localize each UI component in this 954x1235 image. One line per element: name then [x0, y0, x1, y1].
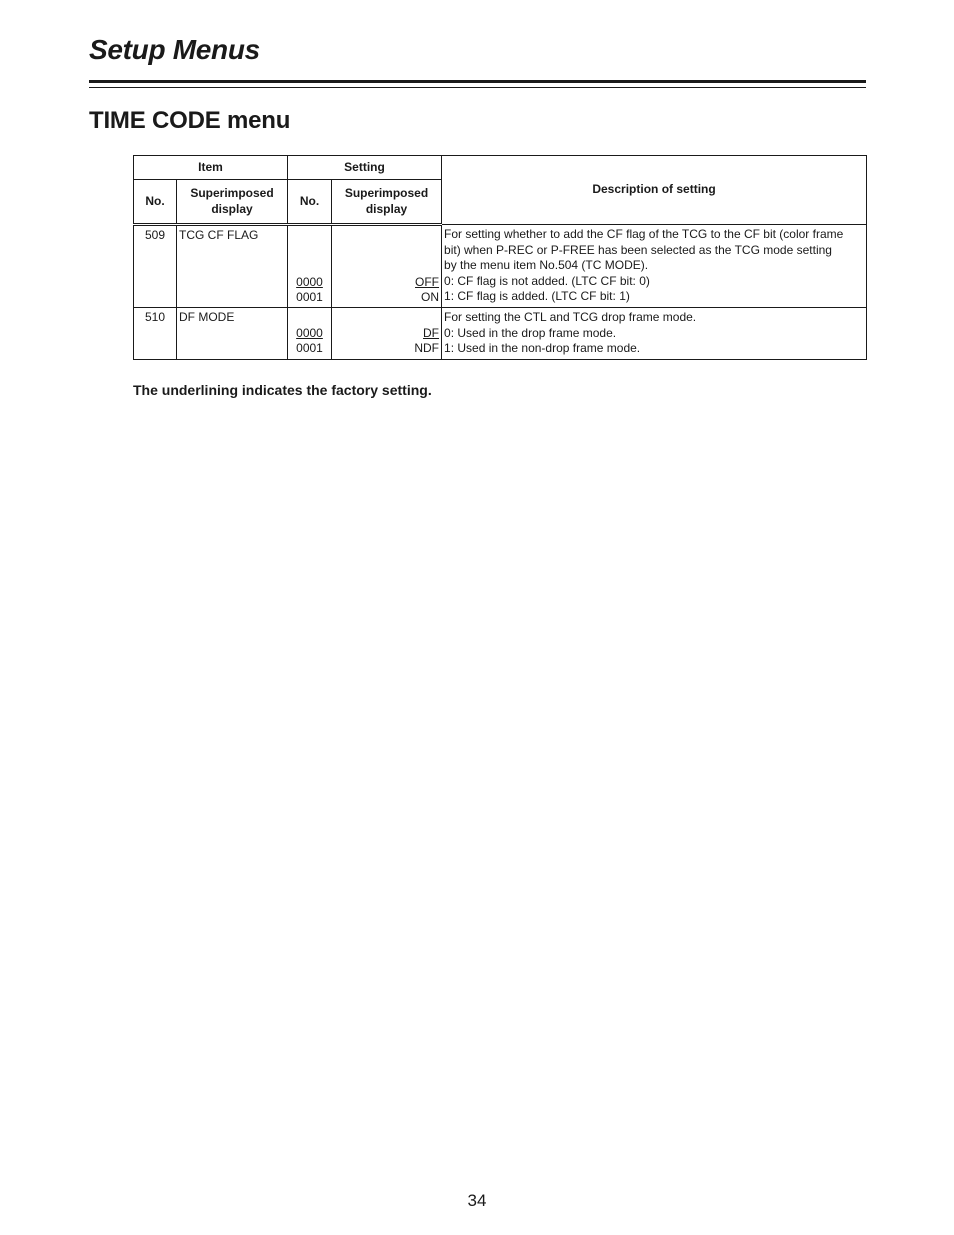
setting-code-factory: 0000	[296, 325, 323, 340]
section-title: TIME CODE menu	[89, 107, 291, 134]
header-item-display	[177, 180, 288, 225]
time-code-menu-table	[133, 155, 867, 360]
item-display-name: DF MODE	[177, 307, 288, 359]
option-description: 1: Used in the non-drop frame mode.	[444, 341, 641, 356]
table-row	[134, 225, 867, 308]
header-rule-thin	[89, 87, 866, 88]
option-description: 1: CF flag is added. (LTC CF bit: 1)	[444, 289, 630, 304]
header-setting-display-line2: display	[365, 201, 408, 216]
header-setting-display	[332, 180, 442, 225]
setting-value-factory: DF	[423, 325, 440, 340]
setting-description	[442, 307, 867, 359]
setting-codes	[288, 225, 332, 308]
header-item: Item	[134, 156, 288, 180]
header-item-display-line1: Superimposed	[190, 186, 274, 200]
page-number: 34	[467, 1191, 487, 1210]
description-line: For setting whether to add the CF flag of the TCG to the CF bit (color frame	[444, 227, 844, 241]
setting-code-factory: 0000	[296, 274, 323, 289]
factory-setting-note: The underlining indicates the factory setting.	[133, 382, 432, 398]
table-row	[134, 307, 867, 359]
setting-codes	[288, 307, 332, 359]
chapter-title: Setup Menus	[89, 34, 260, 65]
header-setting-no: No.	[288, 180, 332, 225]
header-item-display-line2: display	[211, 201, 253, 216]
option-description: 0: CF flag is not added. (LTC CF bit: 0)	[444, 273, 650, 288]
setting-values	[332, 225, 442, 308]
setting-value: ON	[421, 290, 440, 305]
header-description: Description of setting	[442, 156, 867, 225]
header-setting: Setting	[288, 156, 442, 180]
option-description: 0: Used in the drop frame mode.	[444, 325, 617, 340]
setting-value: NDF	[414, 341, 440, 356]
item-display-name: TCG CF FLAG	[177, 225, 288, 308]
description-line: bit) when P-REC or P-FREE has been selected as the TCG mode setting	[444, 242, 832, 257]
item-number: 509	[134, 225, 177, 308]
setting-code: 0001	[296, 290, 323, 305]
description-line: by the menu item No.504 (TC MODE).	[444, 258, 649, 273]
header-setting-display-line1: Superimposed	[344, 186, 429, 200]
setting-value-factory: OFF	[415, 274, 440, 289]
setting-values	[332, 307, 442, 359]
item-number: 510	[134, 307, 177, 359]
setting-description	[442, 225, 867, 308]
setting-code: 0001	[296, 341, 323, 356]
header-item-no: No.	[134, 180, 177, 225]
description-line: For setting the CTL and TCG drop frame mode.	[444, 309, 697, 324]
header-rule-thick	[89, 80, 866, 83]
